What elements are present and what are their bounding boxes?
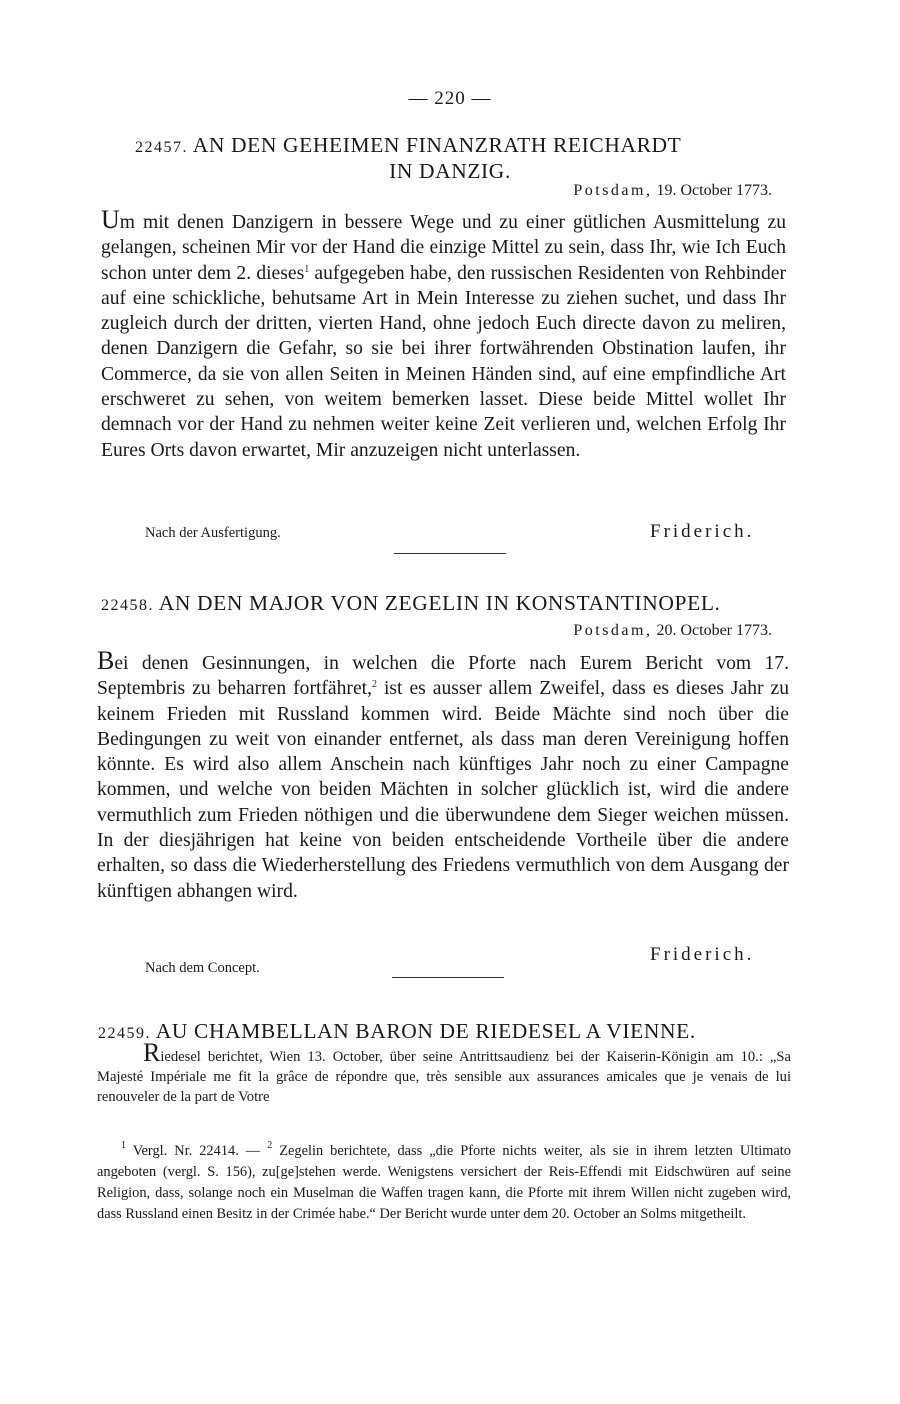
dateline	[573, 622, 772, 640]
section-divider	[392, 977, 504, 978]
letter-title: AN DEN GEHEIMEN FINANZRATH REICHARDT	[192, 133, 682, 157]
source-note: Nach dem Concept.	[145, 960, 260, 976]
dateline-place: Potsdam,	[573, 622, 653, 639]
footnote-text: Vergl. Nr. 22414. —	[126, 1143, 268, 1159]
letter-number: 22459.	[98, 1025, 151, 1042]
letter-heading	[135, 133, 775, 160]
footnote-paragraph	[97, 1141, 791, 1225]
letter-text-continued: aufgegeben habe, den russischen Residenten von Rehbinder auf eine schickliche, behutsame Art in Mein Interesse zu ziehen suchet, und dass Ihr zugleich durch der dritten, vierten Hand, ohne jedoch Euch directe davon zu meliren, denen Danzigern die Gefahr, so sie bei ihrer fortwährenden Obstination laufen, ihr Commerce, da sie von allen Seiten in Meinen Händen sind, auf eine empfindliche Art erschweret zu sehen, von weitem bemerken lasset. Diese beide Mittel wollet Ihr demnach vor der Hand zu nehmen weiter keine Zeit verlieren und, welchen Erfolg Ihr Eures Orts davon erwartet, Mir anzuzeigen nicht unterlassen.	[101, 262, 786, 461]
footnote-mark: 1	[121, 1140, 126, 1151]
letter-title: AU CHAMBELLAN BARON DE RIEDESEL A VIENNE.	[155, 1019, 696, 1043]
letter-heading	[101, 591, 801, 618]
running-head: — 220 —	[408, 88, 492, 109]
footnote-mark: 2	[267, 1140, 273, 1151]
letter-title: AN DEN MAJOR VON ZEGELIN IN KONSTANTINOPEL.	[158, 591, 721, 615]
letter-summary	[97, 1038, 791, 1107]
dateline-date: 20. October 1773.	[656, 622, 772, 639]
letter-text-continued: ist es ausser allem Zweifel, dass es dieses Jahr zu keinem Frieden mit Russland kommen wird. Beide Mächte sind noch über die Bedingungen zu weit von einander entfernet, als dass man deren Vereinigung hoffen könnte. Es wird also allem Anschein nach künftiges Jahr noch zu einer Campagne kommen, und welche von beiden Mächten in solcher glücklich ist, wird die andere vermuthlich zum Frieden nöthigen und die überwundene dem Sieger weichen müssen. In der diesjährigen hat keine von beiden entscheidende Vortheile über die andere erhalten, so dass die Wiederherstellung des Friedens vermuthlich von dem Ausgang der künftigen abhangen wird.	[97, 678, 789, 902]
dateline	[573, 182, 772, 200]
letter-body	[101, 205, 786, 463]
letter-number: 22457.	[135, 139, 188, 156]
signature: Friderich.	[650, 944, 755, 965]
letter-number: 22458.	[101, 597, 154, 614]
footnote-ref: 2	[372, 679, 377, 691]
dateline-place: Potsdam,	[573, 182, 653, 199]
letter-heading	[98, 1019, 798, 1046]
letter-text: m mit denen Danzigern in bessere Wege und zu einer gütlichen Ausmittelung zu gelangen, scheinen Mir vor der Hand die einzige Mittel zu sein, dass Ihr, wie Ich Euch schon unter dem 2. dieses	[101, 212, 786, 284]
letter-text: iedesel berichtet, Wien 13. October, über seine Antrittsaudienz bei der Kaiserin-Königin am 10.: „Sa Majesté Impériale me fit la grâce de répondre que, très sensible aux assurances amicales que je venais de lui renouveler de la part de Votre	[97, 1049, 791, 1105]
footnote-ref: 1	[304, 263, 310, 275]
initial-letter: U	[101, 205, 120, 234]
signature: Friderich.	[650, 521, 755, 542]
footnote-text: Zegelin berichtete, dass „die Pforte nichts weiter, als sie in ihrem letzten Ultimato angeboten (vergl. S. 156), zu[ge]stehen werde. Wenigstens versichert der Reis-Effendi mit Eidschwüren auf seine Religion, dass, solange noch ein Muselman die Waffen tragen kann, die Pforte mit ihrem Willen nicht zugeben wird, dass Russland einen Besitz in der Crimée habe.“ Der Bericht wurde unter dem 20. October an Solms mitgetheilt.	[97, 1143, 791, 1222]
letter-body	[97, 646, 789, 904]
source-note: Nach der Ausfertigung.	[145, 525, 281, 541]
initial-letter: R	[143, 1038, 161, 1067]
footnotes	[97, 1141, 791, 1225]
section-divider	[394, 553, 506, 554]
letter-text: ei denen Gesinnungen, in welchen die Pforte nach Eurem Bericht vom 17. Septembris zu beharren fortfähret,	[97, 653, 789, 700]
dateline-date: 19. October 1773.	[656, 182, 772, 199]
letter-title-continued: IN DANZIG.	[389, 159, 511, 183]
initial-letter: B	[97, 646, 115, 675]
